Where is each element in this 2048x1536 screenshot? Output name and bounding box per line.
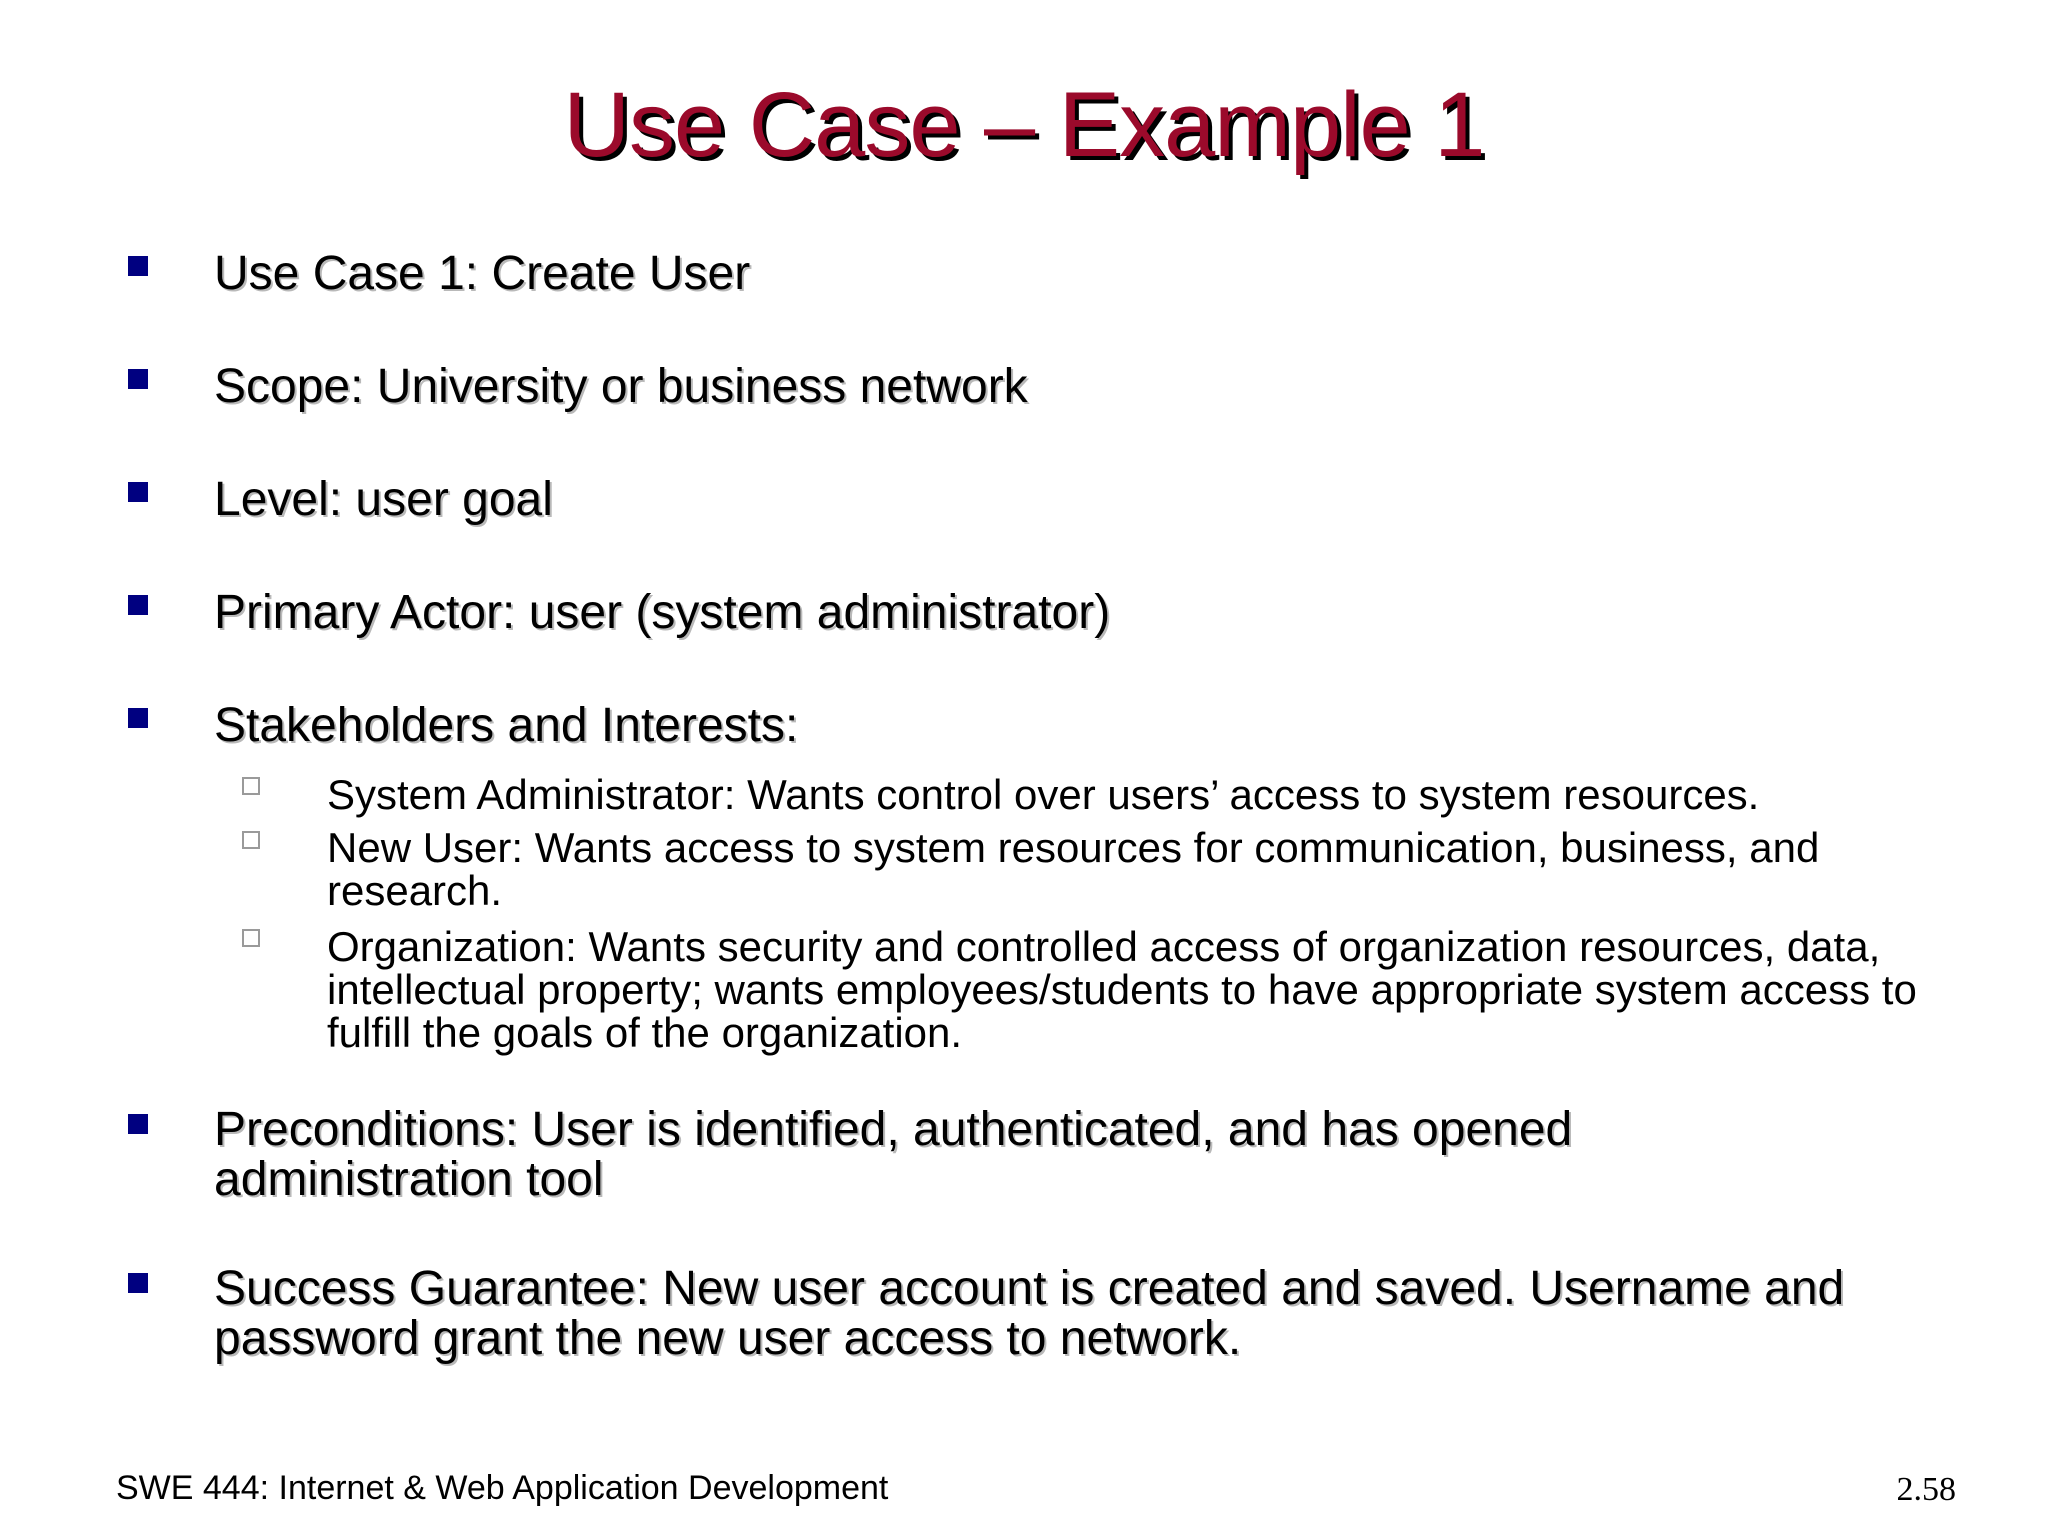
bullet-text: Scope: University or business network xyxy=(214,360,1028,413)
hollow-square-bullet-icon xyxy=(242,929,260,947)
sub-item-text: New User: Wants access to system resources for communication, business, and research. xyxy=(327,824,1820,914)
square-bullet-icon xyxy=(128,369,148,389)
square-bullet-icon xyxy=(128,256,148,276)
hollow-square-bullet-icon xyxy=(242,831,260,849)
bullet-text: Primary Actor: user (system administrator) xyxy=(214,586,1111,639)
hollow-square-bullet-icon xyxy=(242,777,260,795)
footer-course-title: SWE 444: Internet & Web Application Development xyxy=(116,1469,889,1507)
bullet-text: Stakeholders and Interests: xyxy=(214,699,799,752)
square-bullet-icon xyxy=(128,708,148,728)
bullet-text: Preconditions: User is identified, authenticated, and has opened administration tool xyxy=(214,1103,1573,1206)
square-bullet-icon xyxy=(128,1114,148,1134)
bullet-text: Use Case 1: Create User xyxy=(214,247,751,300)
square-bullet-icon xyxy=(128,595,148,615)
bullet-text: Level: user goal xyxy=(214,473,553,526)
bullet-text: Success Guarantee: New user account is created and saved. Username and password grant the new user access to network. xyxy=(214,1262,1845,1365)
footer-page-number: 2.58 xyxy=(1896,1471,1956,1508)
sub-item-text: System Administrator: Wants control over users’ access to system resources. xyxy=(327,771,1760,818)
sub-item-text: Organization: Wants security and controlled access of organization resources, data, intellectual property; wants employees/students to have appropriate system access to fulfill the goals of the organization. xyxy=(327,923,1917,1056)
slide-title: Use Case – Example 1 xyxy=(563,74,1485,176)
square-bullet-icon xyxy=(128,482,148,502)
square-bullet-icon xyxy=(128,1273,148,1293)
